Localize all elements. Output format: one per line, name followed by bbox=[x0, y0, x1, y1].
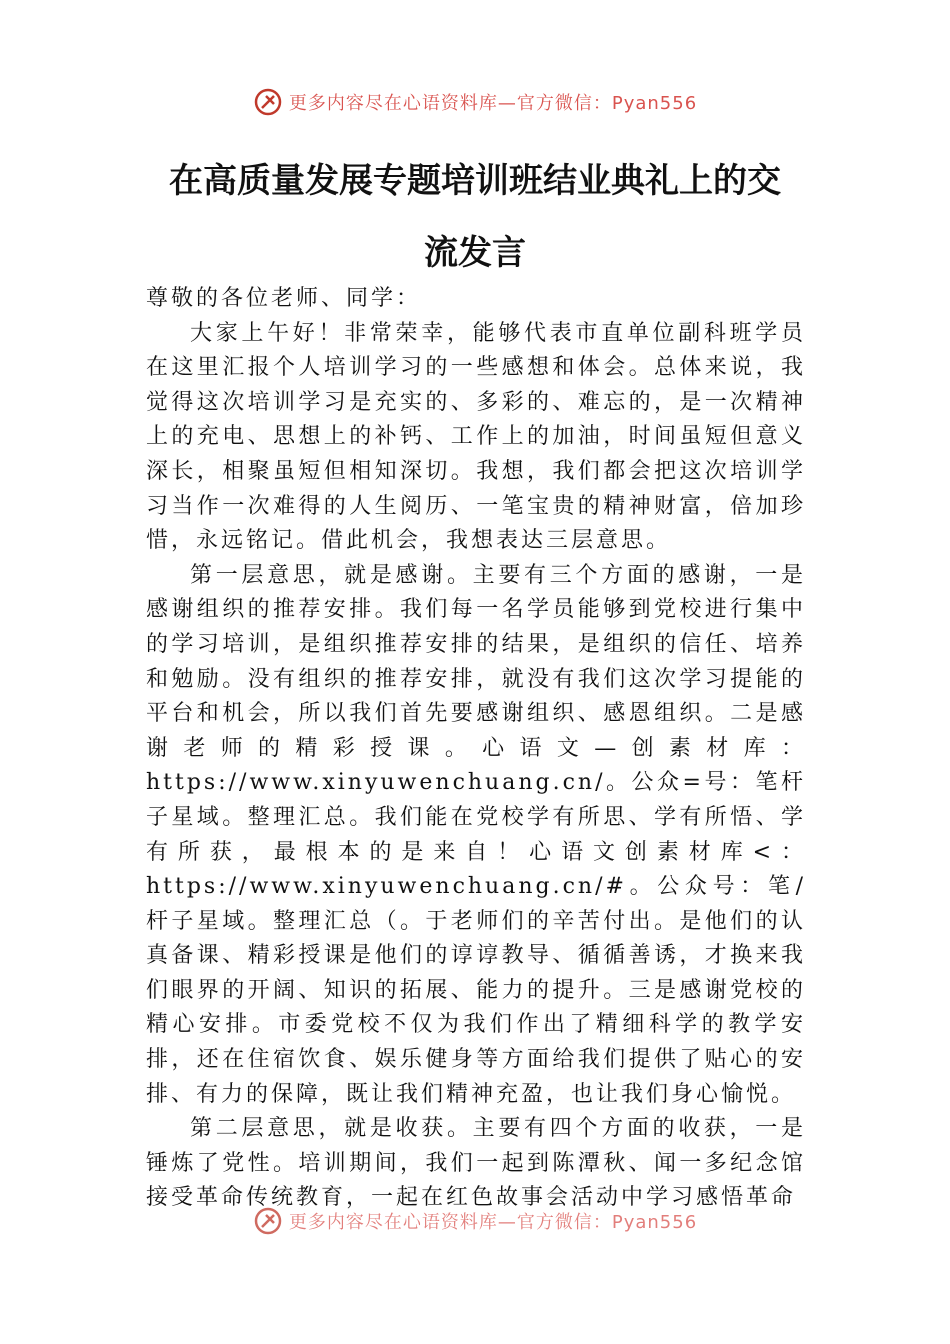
logo-icon bbox=[253, 1206, 283, 1236]
paragraph-2: 第一层意思，就是感谢。主要有三个方面的感谢，一是感谢组织的推荐安排。我们每一名学员能够到党校进行集中的学习培训，是组织推荐安排的结果，是组织的信任、培养和勉励。没有组织的推荐安排，就没有我们这次学习提能的平台和机会，所以我们首先要感谢组织、感恩组织。二是感谢老师的精彩授课。心语文—创素材库：https://www.xinyuwenchuang.cn/。公众=号：笔杆子星域。整理汇总。我们能在党校学有所思、学有所悟、学有所获，最根本的是来自！心语文创素材库<：https://www.xinyuwenchuang.cn/#。公众号：笔/杆子星域。整理汇总（。于老师们的辛苦付出。是他们的认真备课、精彩授课是他们的谆谆教导、循循善诱，才换来我们眼界的开阔、知识的拓展、能力的提升。三是感谢党校的精心安排。市委党校不仅为我们作出了精细科学的教学安排，还在住宿饮食、娱乐健身等方面给我们提供了贴心的安排、有力的保障，既让我们精神充盈，也让我们身心愉悦。 bbox=[146, 562, 806, 1107]
header-banner-text: 更多内容尽在心语资料库—官方微信：Pyan556 bbox=[288, 93, 698, 114]
header-watermark-banner bbox=[0, 82, 950, 122]
footer-banner-text: 更多内容尽在心语资料库—官方微信：Pyan556 bbox=[288, 1212, 698, 1233]
title-line-1: 在高质量发展专题培训班结业典礼上的交 bbox=[169, 161, 781, 201]
paragraph-1: 大家上午好！非常荣幸，能够代表市直单位副科班学员在这里汇报个人培训学习的一些感想和体会。总体来说，我觉得这次培训学习是充实的、多彩的、难忘的，是一次精神上的充电、思想上的补钙、工作上的加油，时间虽短但意义深长，相聚虽短但相知深切。我想，我们都会把这次培训学习当作一次难得的人生阅历、一笔宝贵的精神财富，倍加珍惜，永远铭记。借此机会，我想表达三层意思。 bbox=[146, 320, 806, 554]
title-line-2: 流发言 bbox=[424, 233, 526, 273]
logo-icon bbox=[253, 87, 283, 117]
footer-watermark-banner bbox=[0, 1206, 950, 1236]
paragraph-3: 第二层意思，就是收获。主要有四个方面的收获，一是锤炼了党性。培训期间，我们一起到陈潭秋、闻一多纪念馆接受革命传统教育，一起在红色故事会活动中学习感悟革命 bbox=[146, 1116, 806, 1211]
document-title bbox=[60, 145, 890, 289]
salutation: 尊敬的各位老师、同学： bbox=[146, 286, 422, 311]
document-body bbox=[146, 282, 806, 1216]
